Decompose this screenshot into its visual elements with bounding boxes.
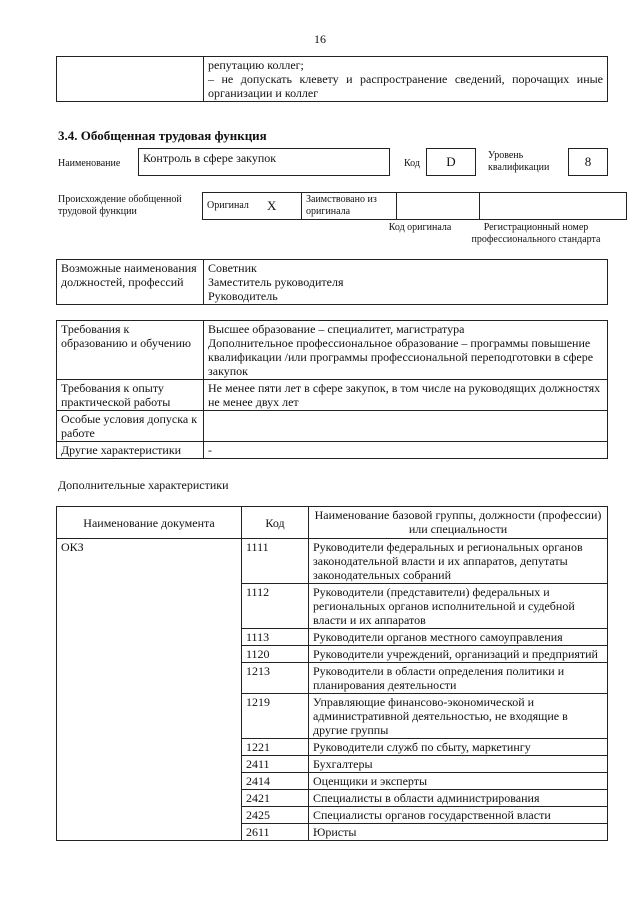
req-text: Высшее образование – специалитет, магистратура xyxy=(208,322,465,336)
okz-name: Руководители органов местного самоуправления xyxy=(309,629,608,646)
positions-label: Возможные наименования должностей, профессий xyxy=(57,260,204,305)
section-title: 3.4. Обобщенная трудовая функция xyxy=(58,128,267,143)
extra-table xyxy=(56,506,608,841)
okz-name: Юристы xyxy=(309,824,608,841)
okz-code: 1120 xyxy=(242,646,309,663)
okz-code: 1112 xyxy=(242,584,309,629)
code-value: D xyxy=(446,154,456,169)
req-text: Не менее пяти лет в сфере закупок, в том числе на руководящих должностях не менее двух лет xyxy=(204,380,608,411)
req-label: Требования к образованию и обучению xyxy=(57,321,204,380)
header-code: Код xyxy=(242,507,309,539)
doc-okz: ОКЗ xyxy=(57,539,242,841)
okz-code: 2414 xyxy=(242,773,309,790)
reg-caption: Регистрационный номер профессионального стандарта xyxy=(471,222,601,245)
name-label: Наименование xyxy=(58,158,121,169)
okz-name: Специалисты органов государственной власти xyxy=(309,807,608,824)
level-label: Уровень квалификации xyxy=(488,150,550,173)
code-label: Код xyxy=(404,158,420,169)
code-field xyxy=(426,148,476,176)
okz-name: Руководители федеральных и региональных органов законодательной власти и их аппаратов, депутаты законодательных собраний xyxy=(309,539,608,584)
header-doc: Наименование документа xyxy=(57,507,242,539)
code-caption: Код оригинала xyxy=(388,222,452,233)
position-item: Заместитель руководителя xyxy=(208,275,344,289)
level-value: 8 xyxy=(584,154,592,169)
top-table xyxy=(56,56,608,102)
original-label: Оригинал xyxy=(203,193,264,220)
name-value: Контроль в сфере закупок xyxy=(143,151,277,165)
header-name: Наименование базовой группы, должности (профессии) или специальности xyxy=(309,507,608,539)
okz-name: Руководители служб по сбыту, маркетингу xyxy=(309,739,608,756)
position-item: Советник xyxy=(208,261,257,275)
req-text: - xyxy=(204,442,608,459)
okz-code: 2425 xyxy=(242,807,309,824)
okz-name: Руководители в области определения политики и планирования деятельности xyxy=(309,663,608,694)
okz-code: 2421 xyxy=(242,790,309,807)
okz-name: Бухгалтеры xyxy=(309,756,608,773)
okz-code: 1111 xyxy=(242,539,309,584)
req-label: Другие характеристики xyxy=(57,442,204,459)
borrowed-label: Заимствовано из оригинала xyxy=(302,193,397,220)
okz-code: 1221 xyxy=(242,739,309,756)
req-text xyxy=(204,411,608,442)
reg-number-cell xyxy=(480,193,627,220)
positions-table xyxy=(56,259,608,305)
origin-label: Происхождение обобщенной трудовой функции xyxy=(58,194,182,217)
requirements-table xyxy=(56,320,608,459)
name-field xyxy=(138,148,390,176)
extra-title: Дополнительные характеристики xyxy=(58,478,229,492)
top-line-2: – не допускать клевету и распространение сведений, порочащих иные организации и коллег xyxy=(208,72,603,100)
top-line-1: репутацию коллег; xyxy=(208,58,304,72)
okz-code: 2611 xyxy=(242,824,309,841)
req-label: Требования к опыту практической работы xyxy=(57,380,204,411)
okz-name: Оценщики и эксперты xyxy=(309,773,608,790)
req-label: Особые условия допуска к работе xyxy=(57,411,204,442)
req-text: Дополнительное профессиональное образование – программы повышение квалификации /или программы профессиональной переподготовки в сфере закупок xyxy=(208,336,594,378)
okz-code: 1219 xyxy=(242,694,309,739)
okz-code: 1113 xyxy=(242,629,309,646)
original-code-cell xyxy=(397,193,480,220)
position-item: Руководитель xyxy=(208,289,278,303)
okz-code: 2411 xyxy=(242,756,309,773)
okz-name: Руководители учреждений, организаций и предприятий xyxy=(309,646,608,663)
okz-name: Руководители (представители) федеральных и региональных органов исполнительной и судебной власти и их аппаратов xyxy=(309,584,608,629)
original-mark: X xyxy=(263,193,302,220)
okz-name: Управляющие финансово-экономической и административной деятельностью, не входящие в другие группы xyxy=(309,694,608,739)
page-number: 16 xyxy=(314,32,326,46)
origin-table xyxy=(202,192,627,220)
okz-name: Специалисты в области администрирования xyxy=(309,790,608,807)
level-field xyxy=(568,148,608,176)
okz-code: 1213 xyxy=(242,663,309,694)
